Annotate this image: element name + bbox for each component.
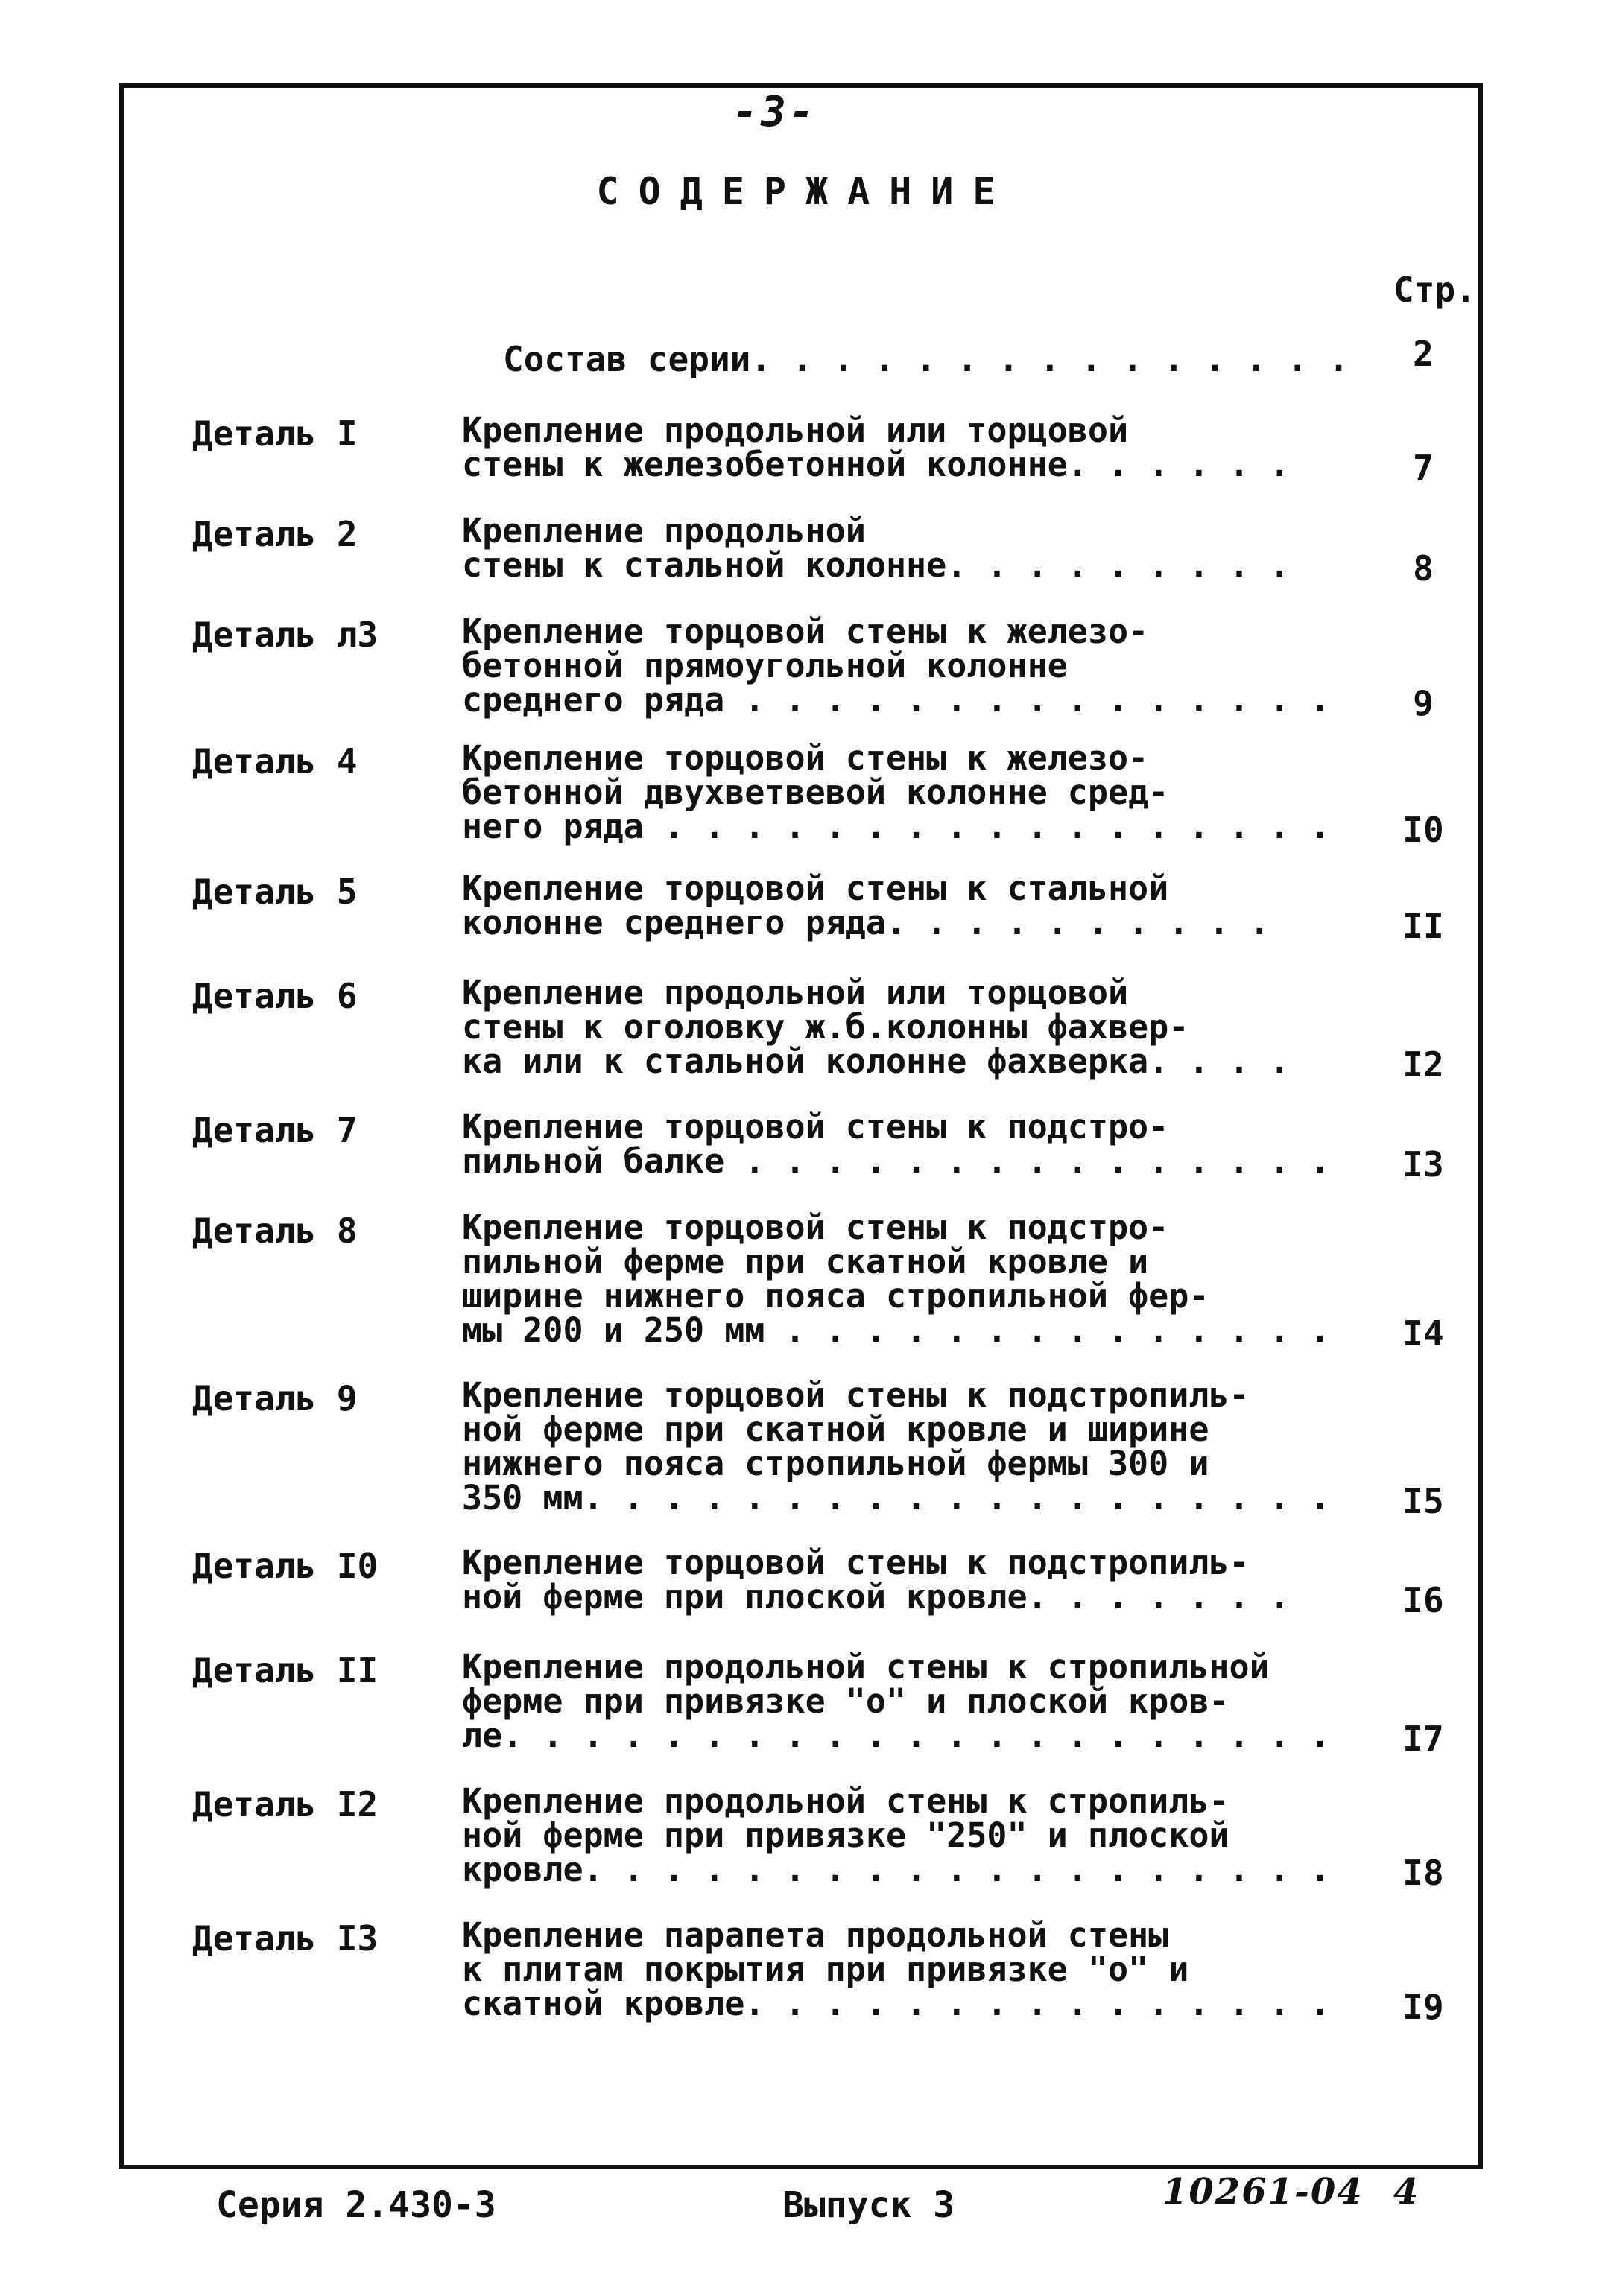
entry-page-number: 9 <box>1413 683 1434 723</box>
entry-description <box>462 511 1341 585</box>
entry-description-line: среднего ряда . . . . . . . . . . . . . . . <box>462 680 1330 720</box>
entry-description-line: стены к железобетонной колонне. . . . . . <box>462 445 1290 484</box>
entry-description-line: Крепление продольной <box>462 511 866 551</box>
entry-label: Деталь II <box>192 1650 379 1690</box>
entry-label: Деталь 7 <box>192 1110 358 1150</box>
entry-description-line: кровле. . . . . . . . . . . . . . . . . . . <box>462 1850 1330 1889</box>
entry-description-line: бетонной прямоугольной колонне <box>462 646 1068 685</box>
entry-label: Деталь I3 <box>192 1918 379 1959</box>
entry-description-line: Крепление парапета продольной стены <box>462 1915 1169 1955</box>
entry-description-line: стены к стальной колонне. . . . . . . . . <box>462 545 1290 585</box>
entry-description <box>462 1781 1341 1889</box>
entry-description-line: Крепление торцовой стены к железо- <box>462 612 1149 651</box>
entry-page-number: 8 <box>1413 548 1434 589</box>
entry-description-line: ной ферме при плоской кровле. . . . . . . <box>462 1577 1290 1617</box>
entry-description <box>462 738 1341 846</box>
entry-label: Деталь л3 <box>192 615 379 655</box>
entry-description-line: Крепление торцовой стены к подстропиль- <box>462 1543 1250 1582</box>
entry-description-line: Крепление торцовой стены к стальной <box>462 869 1169 908</box>
entry-description-line: пильной балке . . . . . . . . . . . . . . . <box>462 1141 1330 1181</box>
entry-description-line: колонне среднего ряда. . . . . . . . . . <box>462 903 1270 942</box>
entry-page-number: I4 <box>1402 1313 1444 1354</box>
entry-page-number: I2 <box>1402 1044 1444 1085</box>
entry-description <box>462 410 1341 484</box>
entry-description-line: скатной кровле. . . . . . . . . . . . . . . <box>462 1984 1330 2023</box>
entry-description-line: Крепление продольной стены к стропиль- <box>462 1781 1229 1821</box>
entry-description <box>462 1208 1341 1350</box>
entry-label: Деталь 9 <box>192 1378 358 1418</box>
entry-description-line: ной ферме при привязке "250" и плоской <box>462 1815 1229 1855</box>
entry-description-line: ка или к стальной колонне фахверка. . . . <box>462 1041 1290 1081</box>
footer-issue: Выпуск 3 <box>782 2184 955 2226</box>
entry-page-number: I3 <box>1402 1144 1444 1185</box>
entry-description-line: Крепление продольной стены к стропильной <box>462 1647 1270 1687</box>
entry-page-number: I6 <box>1402 1580 1444 1620</box>
intro-page: 2 <box>1413 334 1434 374</box>
entry-description-line: нижнего пояса стропильной фермы 300 и <box>462 1444 1209 1483</box>
intro-text: Состав серии. . . . . . . . . . . . . . . <box>503 339 1349 379</box>
entry-page-number: I7 <box>1402 1719 1444 1759</box>
entry-page-number: I5 <box>1402 1481 1444 1521</box>
entry-description-line: бетонной двухветвевой колонне сред- <box>462 773 1169 812</box>
entry-page-number: I0 <box>1402 810 1444 850</box>
page-title: СОДЕРЖАНИЕ <box>596 170 1015 213</box>
entry-description-line: Крепление торцовой стены к подстропиль- <box>462 1375 1250 1415</box>
entry-description-line: Крепление торцовой стены к подстро- <box>462 1208 1169 1247</box>
entry-page-number: II <box>1402 906 1444 946</box>
footer-series: Серия 2.430-3 <box>216 2184 496 2226</box>
entry-description-line: ле. . . . . . . . . . . . . . . . . . . . . <box>462 1716 1330 1755</box>
entry-label: Деталь I0 <box>192 1546 379 1586</box>
entry-page-number: I8 <box>1402 1853 1444 1893</box>
entry-description-line: Крепление торцовой стены к подстро- <box>462 1107 1169 1147</box>
entry-description-line: ферме при привязке "о" и плоской кров- <box>462 1681 1229 1721</box>
entry-description-line: ной ферме при скатной кровле и ширине <box>462 1409 1209 1449</box>
entry-description <box>462 1375 1341 1518</box>
entry-page-number: 7 <box>1413 448 1434 488</box>
entry-description-line: него ряда . . . . . . . . . . . . . . . . . <box>462 807 1330 846</box>
page-number: -3- <box>732 88 817 136</box>
entry-description-line: мы 200 и 250 мм . . . . . . . . . . . . . . <box>462 1310 1330 1350</box>
entry-description <box>462 973 1341 1081</box>
footer-handwritten-number: 10261-04 <box>1162 2171 1364 2213</box>
entry-label: Деталь 8 <box>192 1211 358 1251</box>
entry-description-line: Крепление торцовой стены к железо- <box>462 738 1149 778</box>
entry-label: Деталь 2 <box>192 514 358 554</box>
entry-label: Деталь I2 <box>192 1784 379 1824</box>
entry-description <box>462 1647 1341 1755</box>
entry-description-line: ширине нижнего пояса стропильной фер- <box>462 1276 1209 1316</box>
entry-description-line: Крепление продольной или торцовой <box>462 973 1129 1012</box>
entry-description-line: к плитам покрытия при привязке "о" и <box>462 1950 1189 1989</box>
entry-description <box>462 1915 1341 2023</box>
entry-label: Деталь 6 <box>192 976 358 1016</box>
entry-description <box>462 612 1341 720</box>
entry-label: Деталь 5 <box>192 872 358 912</box>
page-column-header: Стр. <box>1393 270 1476 310</box>
entry-page-number: I9 <box>1402 1987 1444 2027</box>
entry-label: Деталь I <box>192 413 358 454</box>
entry-description-line: пильной ферме при скатной кровле и <box>462 1242 1149 1281</box>
entry-description-line: 350 мм. . . . . . . . . . . . . . . . . . . <box>462 1478 1330 1518</box>
entry-description-line: Крепление продольной или торцовой <box>462 410 1129 450</box>
entry-description <box>462 869 1341 942</box>
entry-description <box>462 1543 1341 1617</box>
entry-label: Деталь 4 <box>192 741 358 781</box>
footer-sheet-number: 4 <box>1393 2171 1420 2213</box>
entry-description <box>462 1107 1341 1181</box>
entry-description-line: стены к оголовку ж.б.колонны фахвер- <box>462 1007 1189 1047</box>
